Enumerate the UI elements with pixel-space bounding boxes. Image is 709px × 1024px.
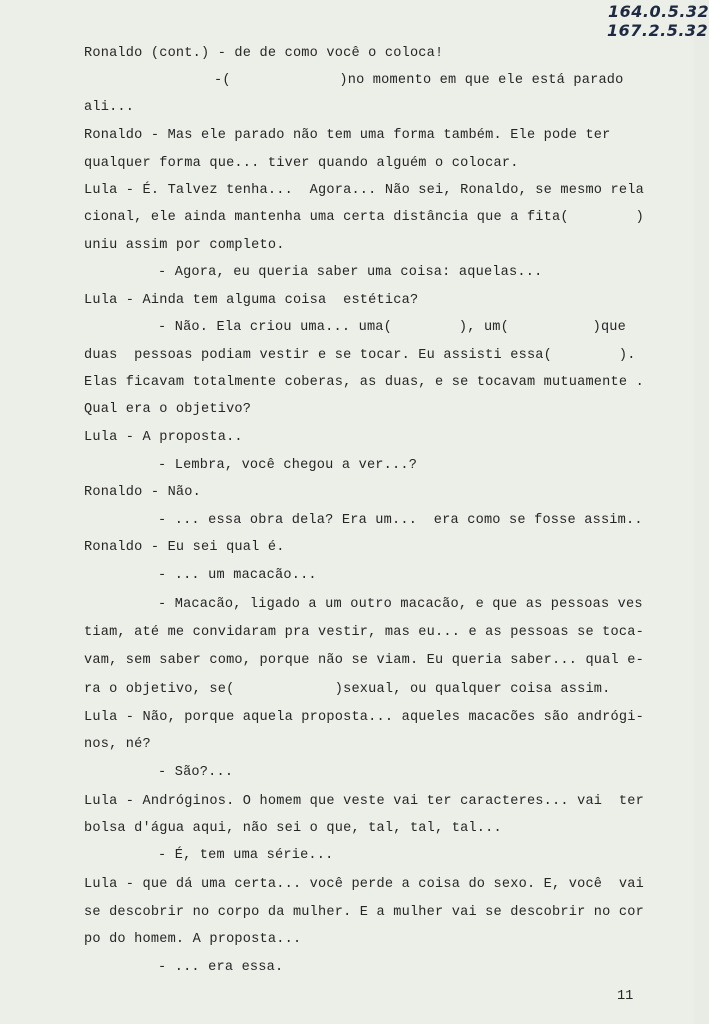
text-line: nos, né? [84, 737, 151, 752]
text-line: Elas ficavam totalmente coberas, as duas, e se tocavam mutuamente . [84, 375, 644, 390]
text-line: Lula - Não, porque aquela proposta... aqueles macacões são andrógi- [84, 710, 644, 725]
text-line: Lula - que dá uma certa... você perde a coisa do sexo. E, você vai [84, 877, 644, 892]
text-line: - Não. Ela criou uma... uma( ), um( )que [158, 320, 627, 335]
text-line: Ronaldo - Não. [84, 485, 202, 500]
text-line: Ronaldo - Mas ele parado não tem uma forma também. Ele pode ter [84, 128, 611, 143]
text-line: vam, sem saber como, porque não se viam. Eu queria saber... qual e- [84, 653, 644, 668]
text-line: ali... [84, 100, 135, 115]
text-line: bolsa d'água aqui, não sei o que, tal, tal, tal... [84, 821, 502, 836]
text-line: cional, ele ainda mantenha uma certa distância que a fita( ) [84, 210, 644, 225]
text-line: Qual era o objetivo? [84, 402, 252, 417]
text-line: se descobrir no corpo da mulher. E a mulher vai se descobrir no cor [84, 905, 644, 920]
text-line: qualquer forma que... tiver quando alguém o colocar. [84, 156, 519, 171]
text-line: Lula - Andróginos. O homem que veste vai ter caracteres... vai ter [84, 794, 644, 809]
text-line: Ronaldo (cont.) - de de como você o coloca! [84, 46, 444, 61]
archive-code-1: 164.0.5.32 [608, 2, 709, 21]
text-line: Lula - A proposta.. [84, 430, 243, 445]
text-line: - Macacão, ligado a um outro macacão, e que as pessoas ves [158, 597, 643, 612]
text-line: - ... era essa. [158, 960, 284, 975]
page-number: 11 [617, 989, 634, 1004]
text-line: po do homem. A proposta... [84, 932, 302, 947]
text-line: - ... um macacão... [158, 568, 317, 583]
text-line: duas pessoas podiam vestir e se tocar. Eu assisti essa( ). [84, 348, 636, 363]
text-line: uniu assim por completo. [84, 238, 285, 253]
archive-code-2: 167.2.5.32 [607, 21, 709, 40]
text-line: Lula - É. Talvez tenha... Agora... Não sei, Ronaldo, se mesmo rela [84, 183, 644, 198]
text-line: - ... essa obra dela? Era um... era como se fosse assim.. [158, 513, 643, 528]
text-line: -( )no momento em que ele está parado [214, 73, 624, 88]
text-line: Lula - Ainda tem alguma coisa estética? [84, 293, 419, 308]
text-line: - Agora, eu queria saber uma coisa: aquelas... [158, 265, 543, 280]
text-line: - São?... [158, 765, 234, 780]
text-line: - Lembra, você chegou a ver...? [158, 458, 418, 473]
text-line: - É, tem uma série... [158, 848, 334, 863]
text-line: tiam, até me convidaram pra vestir, mas eu... e as pessoas se toca- [84, 625, 644, 640]
text-line: ra o objetivo, se( )sexual, ou qualquer coisa assim. [84, 682, 611, 697]
text-line: Ronaldo - Eu sei qual é. [84, 540, 285, 555]
